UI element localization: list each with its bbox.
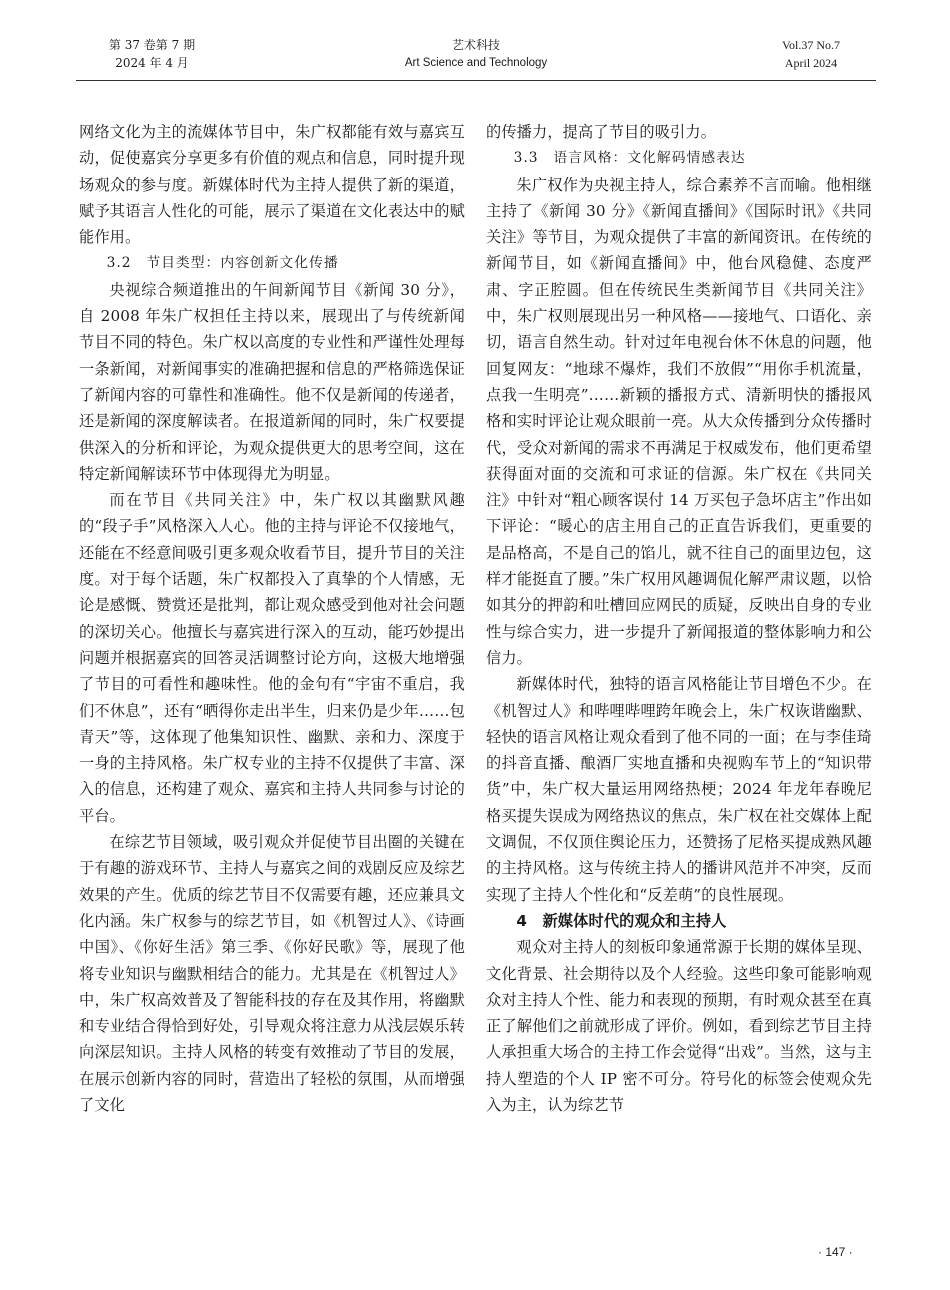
header-rule bbox=[76, 80, 876, 81]
section-heading-3-3: 3.3 语言风格：文化解码情感表达 bbox=[513, 150, 746, 167]
paragraph: 的传播力，提高了节目的吸引力。 bbox=[486, 123, 717, 141]
paragraph: 网络文化为主的流媒体节目中，朱广权都能有效与嘉宾互动，促使嘉宾分享更多有价值的观点和信息，同时提升现场观众的参与度。新媒体时代为主持人提供了新的渠道，赋予其语言人性化的可能，展示了渠道在文化表达中的赋能作用。 bbox=[79, 123, 465, 247]
right-column bbox=[486, 119, 872, 1118]
paragraph: 在综艺节目领域，吸引观众并促使节目出圈的关键在于有趣的游戏环节、主持人与嘉宾之间的戏剧反应及综艺效果的产生。优质的综艺节目不仅需要有趣，还应兼具文化内涵。朱广权参与的综艺节目，如《机智过人》、《诗画中国》、《你好生活》第三季、《你好民歌》等，展现了他将专业知识与幽默相结合的能力。尤其是在《机智过人》中，朱广权高效普及了智能科技的存在及其作用，将幽默和专业结合得恰到好处，引导观众将注意力从浅层娱乐转向深层知识。主持人风格的转变有效推动了节目的发展，在展示创新内容的同时，营造出了轻松的氛围，从而增强了文化 bbox=[79, 833, 465, 1114]
date-en-text: April 2024 bbox=[784, 56, 838, 70]
section-heading-3-2: 3.2 节目类型：内容创新文化传播 bbox=[106, 255, 339, 272]
paragraph: 观众对主持人的刻板印象通常源于长期的媒体呈现、文化背景、社会期待以及个人经验。这些印象可能影响观众对主持人个性、能力和表现的预期，有时观众甚至在真正了解他们之前就形成了评价。例如，看到综艺节目主持人承担重大场合的主持工作会觉得“出戏”。当然，这与主持人塑造的个人 IP 密不可分。符号化的标签会使观众先入为主，认为综艺节 bbox=[486, 938, 872, 1114]
section-heading-4: 4 新媒体时代的观众和主持人 bbox=[516, 911, 727, 930]
running-header bbox=[76, 36, 876, 80]
paragraph: 朱广权作为央视主持人，综合素养不言而喻。他相继主持了《新闻 30 分》《新闻直播间》《国际时讯》《共同关注》等节目，为观众提供了丰富的新闻资讯。在传统的新闻节目，如《新闻直播间》中，他台风稳健、态度严肃、字正腔圆。但在传统民生类新闻节目《共同关注》中，朱广权则展现出另一种风格——接地气、口语化、亲切，语言自然生动。针对过年电视台休不休息的问题，他回复网友：“地球不爆炸，我们不放假”“用你手机流量，点我一生明亮”……新颖的播报方式、清新明快的播报风格和实时评论让观众眼前一亮。从大众传播到分众传播时代，受众对新闻的需求不再满足于权威发布，他们更希望获得面对面的交流和可求证的信源。朱广权在《共同关注》中针对“粗心顾客误付 14 万买包子急坏店主”作出如下评论：“暖心的店主用自己的正直告诉我们，更重要的是品格高，不是自己的馅儿，就不往自己的面里边包，这样才能挺直了腰。”朱广权用风趣调侃化解严肃议题，以恰如其分的押韵和吐槽回应网民的质疑，反映出自身的专业性与综合实力，进一步提升了新闻报道的整体影响力和公信力。 bbox=[486, 175, 872, 667]
journal-title-cn: 艺术科技 bbox=[451, 38, 500, 52]
journal-title-en: Art Science and Technology bbox=[404, 57, 548, 69]
journal-volume-en bbox=[766, 36, 856, 72]
page-number: · 147 · bbox=[818, 1245, 853, 1259]
paragraph: 央视综合频道推出的午间新闻节目《新闻 30 分》，自 2008 年朱广权担任主持以来，展现出了与传统新闻节目不同的特色。朱广权以高度的专业性和严谨性处理每一条新闻，对新闻事实的准确把握和信息的严格筛选保证了新闻内容的可靠性和准确性。他不仅是新闻的传递者，还是新闻的深度解读者。在报道新闻的同时，朱广权要提供深入的分析和评论，为观众提供更大的思考空间，这在特定新闻解读环节中体现得尤为明显。 bbox=[79, 280, 465, 483]
journal-title bbox=[76, 36, 876, 72]
left-column bbox=[79, 119, 465, 1118]
volume-en-text: Vol.37 No.7 bbox=[781, 38, 841, 52]
paragraph: 新媒体时代，独特的语言风格能让节目增色不少。在《机智过人》和哔哩哔哩跨年晚会上，朱广权诙谐幽默、轻快的语言风格让观众看到了他不同的一面；在与李佳琦的抖音直播、酿酒厂实地直播和央视购车节上的“知识带货”中，朱广权大量运用网络热梗；2024 年龙年春晚尼格买提失误成为网络热议的焦点，朱广权在社交媒体上配文调侃，不仅顶住舆论压力，还赞扬了尼格买提成熟风趣的主持风格。这与传统主持人的播讲风范并不冲突，反而实现了主持人个性化和“反差萌”的良性展现。 bbox=[486, 675, 872, 904]
publication-date-text: 2024 年 4 月 bbox=[115, 56, 189, 70]
volume-issue-text: 第 37 卷第 7 期 bbox=[108, 38, 196, 52]
paragraph: 而在节目《共同关注》中，朱广权以其幽默风趣的“段子手”风格深入人心。他的主持与评论不仅接地气，还能在不经意间吸引更多观众收看节目，提升节目的关注度。对于每个话题，朱广权都投入了真挚的个人情感，无论是感慨、赞赏还是批判，都让观众感受到他对社会问题的深切关心。他擅长与嘉宾进行深入的互动，能巧妙提出问题并根据嘉宾的回答灵活调整讨论方向，这极大地增强了节目的可看性和趣味性。他的金句有“宇宙不重启，我们不休息”，还有“晒得你走出半生，归来仍是少年……包青天”等，这体现了他集知识性、幽默、亲和力、深度于一身的主持风格。朱广权专业的主持不仅提供了丰富、深入的信息，还构建了观众、嘉宾和主持人共同参与讨论的平台。 bbox=[79, 491, 465, 825]
